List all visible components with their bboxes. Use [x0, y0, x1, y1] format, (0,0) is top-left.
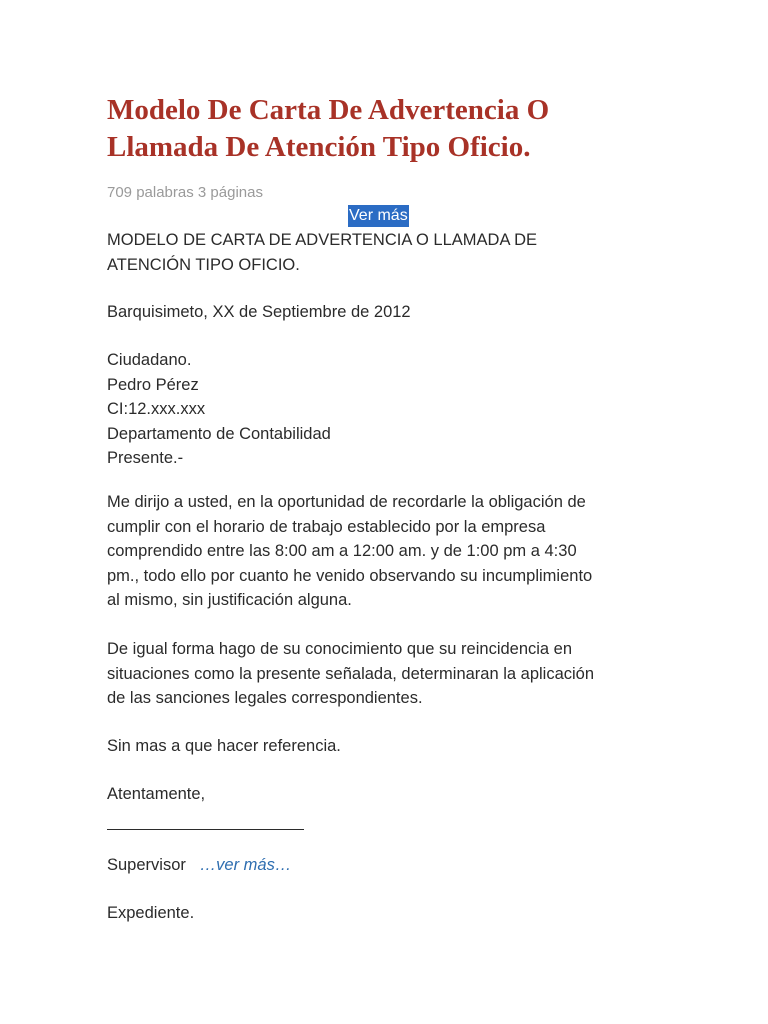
- paragraph-line: cumplir con el horario de trabajo establecido por la empresa: [107, 517, 546, 536]
- signer-name: Supervisor: [107, 856, 186, 874]
- signer-line: [107, 853, 707, 878]
- recipient-line: Departamento de Contabilidad: [107, 424, 331, 443]
- paragraph-line: comprendido entre las 8:00 am a 12:00 am. y de 1:00 pm a 4:30: [107, 542, 577, 560]
- paragraph-line: situaciones como la presente señalada, determinaran la aplicación: [107, 664, 595, 683]
- recipient-line: CI:12.xxx.xxx: [107, 400, 206, 418]
- closing-line: [107, 734, 707, 759]
- closing-text: Sin mas a que hacer referencia.: [107, 737, 341, 755]
- document-title: Modelo De Carta De Advertencia O Llamada De Atención Tipo Oficio.: [107, 94, 550, 163]
- paragraph-line: De igual forma hago de su conocimiento que su reincidencia en: [107, 640, 573, 658]
- ver-mas-inline-link[interactable]: …ver más…: [199, 856, 292, 874]
- recipient-line: Presente.-: [107, 449, 184, 467]
- salutation-text: Atentamente,: [107, 785, 206, 803]
- expediente-text: Expediente.: [107, 904, 195, 922]
- ver-mas-link[interactable]: Ver más: [348, 205, 409, 227]
- document-meta: 709 palabras 3 páginas: [107, 184, 263, 201]
- paragraph-line: al mismo, sin justificación alguna.: [107, 591, 352, 609]
- salutation: [107, 782, 707, 807]
- recipient-block: [107, 348, 707, 471]
- recipient-line: Ciudadano.: [107, 351, 192, 369]
- paragraph-2: [107, 637, 707, 711]
- letter-heading-line: MODELO DE CARTA DE ADVERTENCIA O LLAMADA DE: [107, 231, 538, 249]
- expediente: [107, 901, 707, 926]
- letter-heading: [107, 228, 707, 277]
- letter-heading-line: ATENCIÓN TIPO OFICIO.: [107, 255, 300, 274]
- signature-line: [107, 829, 304, 830]
- date-line: Barquisimeto, XX de Septiembre de 2012: [107, 303, 411, 321]
- paragraph-1: [107, 490, 707, 613]
- letter-date: [107, 300, 707, 325]
- recipient-line: Pedro Pérez: [107, 375, 199, 394]
- paragraph-line: Me dirijo a usted, en la oportunidad de recordarle la obligación de: [107, 493, 586, 511]
- paragraph-line: pm., todo ello por cuanto he venido observando su incumplimiento: [107, 566, 593, 585]
- paragraph-line: de las sanciones legales correspondientes.: [107, 689, 423, 707]
